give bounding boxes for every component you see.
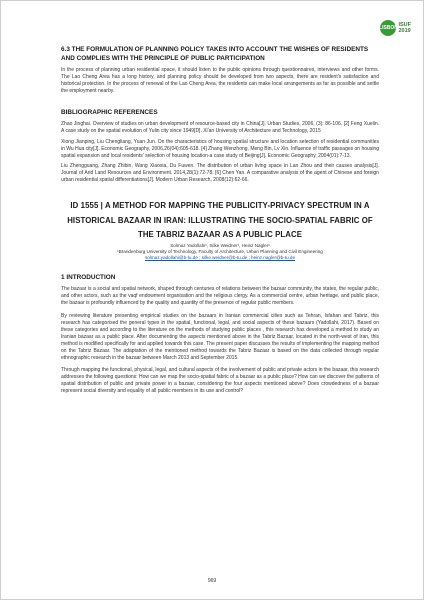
reference-item: Xiong Jianping, Liu Chengliang, Yuan Jun. On the characteristics of housing spatial structure and location selection of residential communities in Wu Hua city[J]. Economic Geography, 2006,26(04):605-618. [4] Zhang Wenzhong, Meng Bin, Lv Xin. Influence of traffic passages on housing spatial expansion and local residents' selection of housing location-a case study of Beijing[J]. Economic Geography, 2004(01):7-13. xyxy=(61,138,379,159)
reference-item: Zhao Jinghai. Overview of studies on urban development of resource-based city in China[J]. Urban Studies, 2006, (3): 86-106. [2] Feng Xuelin. A case study on the spatial evolution of Yulin city since 1949[D]. Xi'an University of Architecture and Technology, 2015 xyxy=(61,121,379,135)
logo-badge xyxy=(380,20,396,36)
references-heading: BIBLIOGRAPHIC REFERENCES xyxy=(61,109,158,117)
logo-word-line-1: ISUF xyxy=(398,22,411,28)
reference-item: Liu Zhengguang, Zhang Zhibin, Wang Xiaoxia, Du Fuwen. The distribution of urban living space in Lan Zhou and their causes analysis[J]. Journal of Arid Land Resources and Environment. 2014,28(1):72-78. [6] Chen Yan. A comparative analysis of the agent of Chinese and foreign urban residential spatial differentiations[J]. Modern Urban Research, 2008(12):62-66. xyxy=(61,162,379,184)
paper-authors: Solmaz Yadollahi¹, Silke Weidner¹, Heinz Nagler¹ xyxy=(170,242,270,248)
section-6-3-heading: 6.3 THE FORMULATION OF PLANNING POLICY TAKES INTO ACCOUNT THE WISHES OF RESIDENTS AND COMPLIES WITH THE PRINCIPLE OF PUBLIC PARTICIPATION xyxy=(61,46,369,62)
logo-wordmark xyxy=(398,22,411,34)
paper-affiliation: ¹Brandenburg University of Technology, Faculty of Architecture, Urban Planning and Civil Engineering xyxy=(117,248,323,254)
introduction-paragraph: Through mapping the functional, physical, legal, and cultural aspects of the involvement of public and private actors in the bazaar, this research addresses the following questions: How can we map the socio-spatial fabric of a bazaar as a public place? How can we discover the patterns of spatial distribution of public and private power in a bazaar, considering the four aspects mentioned above? Does crowdedness of a bazaar represent social diversity and equality of all public members in its use and control? xyxy=(61,367,379,395)
conference-logo xyxy=(363,15,411,41)
paper-title: ID 1555 | A METHOD FOR MAPPING THE PUBLICITY-PRIVACY SPECTRUM IN A HISTORICAL BAZAAR IN IRAN: ILLUSTRATING THE SOCIO-SPATIAL FABRIC OF THE TABRIZ BAZAAR AS A PUBLIC PLACE xyxy=(67,201,373,240)
introduction-paragraph: The bazaar is a social and spatial network, shaped through centuries of relations between the bazaar community, the states, the regular public, and other actors, such as the vaqf endowment organisation and the religious clergy. As a commercial centre, urban heritage, and public place, the bazaar is profoundly influenced by the quality and quantity of the presence of regular public members. xyxy=(61,286,379,307)
logo-badge-text: LISBON xyxy=(379,25,398,31)
logo-word-line-2: 2019 xyxy=(398,28,411,34)
author-emails-link[interactable]: solmaz.yadollahi@b-tu.de ; silke.weidner@b-tu.de ; heinz.nagler@b-tu.de xyxy=(144,255,296,261)
introduction-paragraph: By reviewing literature presenting empirical studies on the bazaars in Iranian commercial cities such as Tehran, Isfahan and Tabriz, this research has categorised the general types in the spatial, functional, legal, and social aspects of these bazaars (Yadollahi, 2017). Based on these categories and according to the literature on the methods of studying public places , this research has developed a method to study an Iranian bazaar as a public place. After documenting the aspects mentioned above in the Tabriz Bazaar, located in the north-west of Iran, this method is modified specifically for and applied towards this case. The present paper discusses the results of implementing the mapping method on the Tabriz Bazaar. The adaptation of the mentioned method towards the Tabriz Bazaar is based on the data collected through regular ethnographic research in the bazaar between March 2013 and September 2015. xyxy=(61,312,379,362)
page-number: 969 xyxy=(207,578,217,584)
page-content xyxy=(61,45,379,401)
introduction-heading: 1 INTRODUCTION xyxy=(61,274,116,282)
section-6-3-paragraph: In the process of planning urban residential space, it should listen to the public opinions through questionnaires, interviews and other forms. The Lao Cheng Area has a long history, and planning policy should be developed from two aspects, there are resident's satisfaction and historical protection. In the process of renewal of the Lao Cheng Area, the residents can make local arrangements as far as possible and settle the employment nearby. xyxy=(61,67,379,95)
